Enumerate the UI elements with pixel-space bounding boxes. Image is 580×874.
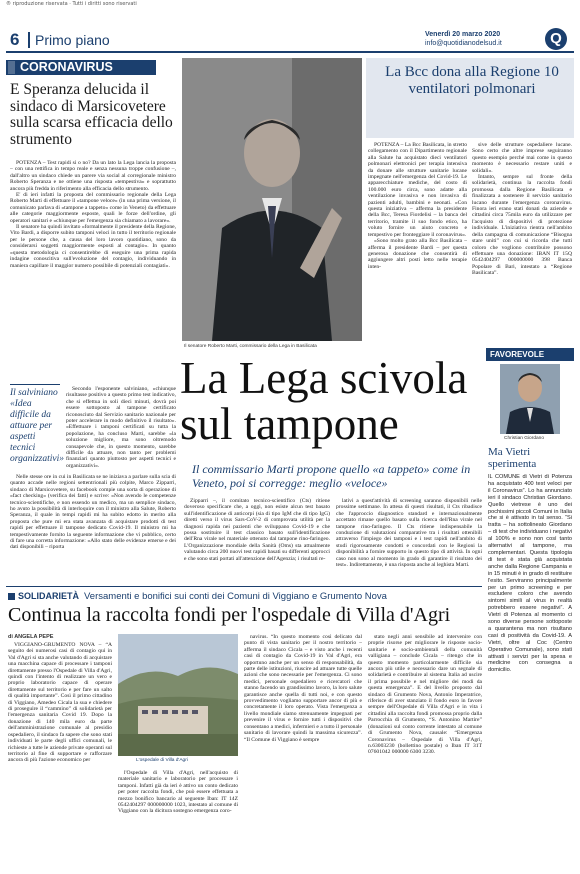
- left-story-body-continued-b: [10, 474, 176, 554]
- kicker-square-icon: [8, 61, 15, 74]
- byline: di ANGELA PEPE: [8, 634, 54, 640]
- left-story-headline: E Speranza delucida il sindaco di Marsicovetere sulla scarsa efficacia dello strumento: [10, 81, 173, 148]
- solidarity-col4: [368, 634, 482, 866]
- solidarity-paragraph: stato negli anni sensibile ad intervenire con proprie risorse per migliorare le risposte socio-sanitarie e socio-ambientali della comunità valligiana – conclude Cicala – ritengo che in questo momento particolarmente difficile sia ancora più utile e necessario dare un segnale di solidarietà e contribuire al sistema Italia ad uscire il prima possibile e nel migliore dei modi da questa emergenza”. E del livello proposto dal sindaco di Grumento Nova, Antonio Imperatrice, riferisce di aver stanziato il fondo euro in favore sempre dell'Ospedale di Villa d'Agri e in vita i cittadini alla raccolta fondi promossa proprio dalla Parrocchia di Grumento, “S. Antonino Martire” (donazioni sul conto corrente intestato al comune di Grumento Nova, causale: “Emergenza Coronavirus – Ospedale di Villa d'Agri, n.63003230 (bollettino postale) o Iban IT 31T 07601042 000000 6300 3230.: [368, 634, 482, 756]
- solidarity-paragraph: navirus. “In questo momento così delicato dal punto di vista sanitario per il nostro territorio – afferma il sindaco Cicala – e visto anche i recenti casi di contagio da Covid-19 in Val d'Agri, era opportuno anche per un senso di responsabilità, da parte delle istituzioni, riuscire ad attuare tutte quelle azioni che sono necessarie per l'emergenza. Ci sono medici, personale ospedaliero e ricercatori che stanno facendo un grandissimo lavoro, la loro salute garantisce anche quella di tutti noi, e con questo provvedimento vogliamo supportare ancor di più e concretamente il loro operato. Vista l'emergenza a livello mondiale siamo strenuamente impegnati per prevenire il virus e fornire tutti i dispositivi che consentano a medici, infermieri e a tutto il personale sanitario di lavorare quindi la massima sicurezza”. “Il Comune di Viggiano è sempre: [244, 634, 362, 743]
- portrait-figure-icon: [500, 364, 560, 434]
- pull-quote: Il salviniano «Idea difficile da attuare per aspetti tecnici organizzativi»: [10, 388, 65, 464]
- header-divider: [28, 32, 30, 48]
- left-story-paragraph: POTENZA – Test rapidi sì o no? Da un lato la Lega lancia la proposta – con una rettifica in tempo reale e senza nessuna troppe confusione –, dall'altro un sindaco chiede un parere via social al corregionale ministro Roberto Speranza e ne ottiene una risposta «tempestiva» e soprattutto ancora più fredda in riferimento alla efficacia dello strumento.: [10, 160, 176, 192]
- kicker-coronavirus: CORONAVIRUS: [20, 60, 113, 74]
- senator-figure-icon: [182, 58, 362, 341]
- kicker-square-icon: [8, 593, 15, 600]
- solidarity-headline: Continua la raccolta fondi per l'ospedale di Villa d'Agri: [8, 604, 451, 626]
- solidarity-col3: [244, 634, 362, 866]
- sidebar-headline: Ma Vietri sperimenta: [488, 446, 537, 470]
- solidarity-subkicker: Versamenti e bonifici sui conti dei Comuni di Viggiano e Grumento Nova: [84, 591, 387, 602]
- main-body-col2: [336, 498, 482, 580]
- main-body-paragraph: lativi a quest'attività di screening saranno disponibili nelle prossime settimane. In attesa di questi risultati, il Cts ribadisce che l'approccio diagnostico standard e internazionalmente accettato rimane quello basato sulla ricerca dell'Rna virale nel tampone rino-faringeo. Il Cts ritiene indispensabile la conduzione di valutazioni comparative tra i risultati ottenibili attraverso l'impiego dei tamponi e i test rapidi nell'ambito di studi rigorosamente condotti e concordati con le Regioni la disponibilità a fornire supporto in questo tipo di attività. In ogni caso non sono al momento in grado di garantire il risultato dei test». Indirettamente, è una risposta anche al leghista Marti.: [336, 498, 482, 569]
- main-body-col1: [184, 498, 330, 580]
- bcc-body-col1: [368, 142, 467, 340]
- left-story-body-continued-a: [66, 386, 176, 472]
- solidarity-kicker: [8, 591, 79, 601]
- solidarity-col1: [8, 642, 112, 866]
- left-story-paragraph: Nelle stesse ore in cui in Basilicata se ne iniziava a parlare sulla scia di quanto accade nelle regioni settentrionali più colpite, Marco Zipparri, sindaco di Marsicovetere, su facebook compie una sorta di operazione di «fact checking» (verifica dei fatti) e scrive: «Non avendo le competenze tecnico-scientifiche, e non essendo un medico, ma un semplice sindaco, ho avuto la possibilità di interloquire con il ministro alla Salute, Roberto Speranza, il quale in tempi rapidi mi ha subito edotto in merito alla proposta che pure mi era stata avanzata di acquistare prodotti di test rapidi per effettuare il tampone dedicato Covid-19. Il ministro mi ha tempestivamente fornito la seguente informazione che vi pubblico, certo di fare una corretta informazione: «Allo stato delle evidenze emerse e dei dati disponibili – riporta: [10, 474, 176, 551]
- page-number: 6: [10, 30, 20, 49]
- bcc-paragraph: «Sono molto grato alla Bcc Basilicata – afferma il presidente Bardi – per questa generosa donazione che consentirà di aggiungere altri posti letto nelle terapie inten-: [368, 238, 467, 270]
- main-headline: La Lega scivola sul tampone: [180, 353, 468, 449]
- main-deck: Il commissario Marti propone quello «a tappeto» come in Veneto, poi si corregge: meglio «veloce»: [192, 462, 471, 490]
- portrait-caption: Christian Giordano: [504, 436, 544, 441]
- sidebar-label: FAVOREVOLE: [486, 348, 574, 361]
- section-title: Primo piano: [35, 32, 110, 48]
- senator-photo-caption: Il senatore Roberto Marti, commissario della Lega in Basilicata: [184, 344, 317, 349]
- left-story-paragraph: E' di ieri infatti la proposta del commissario regionale della Lega Roberto Marti di effettuare il «tampone veloce» (in una prima versione, il comunicato parlava di «tampone a tappeto» come in Veneto) da effettuare alle categorie maggiormente esposte, quali le forze dell'ordine, gli operatori sanitari e «chiunque per l'emergenza sia chiamato a lavorare».: [10, 192, 176, 224]
- header-rule: [6, 51, 574, 53]
- left-story-body: [10, 160, 176, 382]
- solidarity-col2: [118, 770, 238, 866]
- hospital-photo-caption: L'ospedale di Villa d'Agri: [136, 758, 188, 763]
- sidebar-body: IL COMUNE di Vietri di Potenza ha acquistato 400 test veloci per il Coronavirus”. Lo ha annunciato ieri il sindaco Christian Giordano. Quello vietrese è uno dei pochissimi piccoli Comuni in Italia che si è attivato in tal senso. “Si tratta – ha sottolineato Giordano – di test che individuano i negativi al 100% e sono non così tanto alternativi al tampone, ma complementari. Questa tipologia di test è stata già acquistata anche dalla Regione Campania e in 15 minuti è in grado di restituire l'esito. Serviranno principalmente per un primo screening e per escludere coloro che avendo sintomi simili al virus in realtà potrebbero essere negativi”. A Vietri di Potenza al momento ci sono diverse persone sottoposte a quarantena ma non risultano casi di positività da Covid-19. A Vietri, oltre al Coc (Centro Operativo Comunale), sono stati attivati i servizi per la spesa e medicine con consegna a domicilio.: [488, 474, 572, 674]
- hospital-landscape-icon: [118, 634, 238, 756]
- bcc-paragraph: POTENZA – La Bcc Basilicata, in stretto collegamento con il Dipartimento regionale alla Salute ha acquistato dieci ventilatori polmonari elettronici per terapia intensiva da donare alle strutture sanitarie lucane impegnate nell'emergenza del Covid-19. Le apparecchiature mediche, del costo di 100.000 euro circa, sono adatte alla ventilazione invasiva e non invasiva di pazienti adulti, bambini e neonati. «Con questa iniziativa – afferma la presidente della Bcc, Teresa Fiordelisi – la banca del territorio, tramite il suo fondo etico, ha voluto fornire un aiuto concreto e tempestivo per fronteggiare il coronavirus».: [368, 142, 467, 238]
- solidarity-rule: [6, 586, 482, 587]
- issue-date: Venerdì 20 marzo 2020: [425, 31, 501, 38]
- solidarity-paragraph: VIGGIANO-GRUMENTO NOVA – “A seguito dei numerosi casi di contagio qui in Val d'Agri si sta anche valutando di acquistare una macchina capace di processare i tamponi direttamente presso l'Ospedale di Villa d'Agri, quindi con l'intento di realizzare un vero e proprio laboratorio capace di operare direttamente sul territorio e per fare un salto di qualità importante”. Così il primo cittadino di Viggiano, Amedeo Cicala la sua e chiedere di proseguire il “cammino” di solidarietà per l'emergenza sanitaria Covid 19. Dopo la donazione di 140 mila euro da parte dell'amministrazione comunale al presidio ospedaliero, il sindaco fa sapere che sono stati individuati le parte degli uffici comunali, le richieste a tutte le aziende private operanti sul territorio al fine di supportare e rafforzare ancora di più l'azione economico per: [8, 642, 112, 764]
- left-story-paragraph: Secondo l'esponente salviniano, «chiunque risultasse positivo a questo primo test indicativo, che si effettua in soli dieci minuti, dovrà poi essere sottoposto al tampone certificato riconosciuto dal Servizio sanitario nazionale per poter accelerare in modo definitivo il risultato». «Effettuare i tamponi certificati su tutta la popolazione, ha concluso Marti, sarebbe «la soluzione migliore, ma sono oltremodo consapevole che, in questo momento, sarebbe difficile da attuare, non tanto per problemi finanziari quanto piuttosto per aspetti tecnici e organizzativi».: [66, 386, 176, 469]
- solidarity-kicker-text: SOLIDARIETÀ: [18, 591, 80, 601]
- left-story-paragraph: Il senatore ha quindi invitato «formalmente il presidente della Regione, Vito Bardi, a disporre subito tamponi veloci in tutto il territorio regionale per le persone che, a causa del loro lavoro quotidiano, sono da considerarsi soggetti maggiormente esposti al contagio». In quanto «questa metodologia ci consentirebbe di eseguire una prima rapida indagine conoscitiva sull'evoluzione del contagio, individuando in maniera capillare il maggior numero possibile di potenziali contagiati».: [10, 224, 176, 269]
- pull-quote-rule: [10, 384, 60, 385]
- main-body-paragraph: Zipparri –, il comitato tecnico-scientifico (Cts) ritiene doveroso specificare che, a oggi, non esiste alcun test basato sull'identificazione di anticorpi (sia di tipo IgM che di tipo IgG) diretti verso il virus Sars-CoV-2 di comprovata utilità per la diagnosi rapida nei pazienti che sviluppano Covid-19 e che possa sostituire il test classico basato sull'identificazione dell'Rna virale nel materiale ottenuto dal tampone rino-faringeo. L'Organizzazione mondiale della Sanità (Oms) sta attualmente valutando circa 200 nuovi test rapidi basati su differenti approcci e che sono stati portati all'attenzione dell'Agenzia; i risultati re-: [184, 498, 330, 562]
- bcc-paragraph: Intanto, sempre sul fronte della solidarietà, continua la raccolta fondi promossa dalla Regione Basilicata e finalizzata a sostenere il servizio sanitario lucano durante l'emergenza coronavirus. Finora ieri erano stati donati da aziende e cittadini circa 75mila euro da utilizzare per l'acquisto di dispositivi di protezione individuale. L'iniziativa rientra nell'ambito della campagna di comunicazione “Bisogna stare uniti” con cui si ricorda che tutti coloro che vogliono contribuire possono effettuare una donazione: IBAN IT 15Q 0542404297 000000000 398 Banca Popolare di Bari, intestato a “Regione Basilicata”.: [472, 174, 572, 277]
- hospital-photo: [118, 634, 238, 756]
- senator-photo: [182, 58, 362, 341]
- contact-email: info@quotidianodelsud.it: [425, 40, 502, 47]
- solidarity-paragraph: l'Ospedale di Villa d'Agri, nell'acquisto di materiale sanitario e laboratorio per processare i tamponi. Infatti già da ieri è attivo un conto dedicato per poter raccolta fondi, che può essere effettuata a mezzo bonifico bancario al seguente Iban: IT 14Z 0542404297 000000000 1023, intestato al comune di Viggiano con la dicitura sostegno emergenza coro-: [118, 770, 238, 815]
- bcc-headline: La Bcc dona alla Regione 10 ventilatori polmonari: [385, 64, 559, 97]
- bcc-paragraph: sive delle strutture ospedaliere lucane. Sono certo che altre imprese seguiranno questo esempio perché mai come in questo momento è necessario restare uniti e solidali».: [472, 142, 572, 174]
- newspaper-logo-icon: Q: [545, 28, 567, 50]
- bcc-body-col2: [472, 142, 572, 340]
- copyright-notice: ® riproduzione riservata · Tutti i diritti sono riservati: [6, 1, 137, 7]
- sidebar-portrait: [500, 364, 560, 434]
